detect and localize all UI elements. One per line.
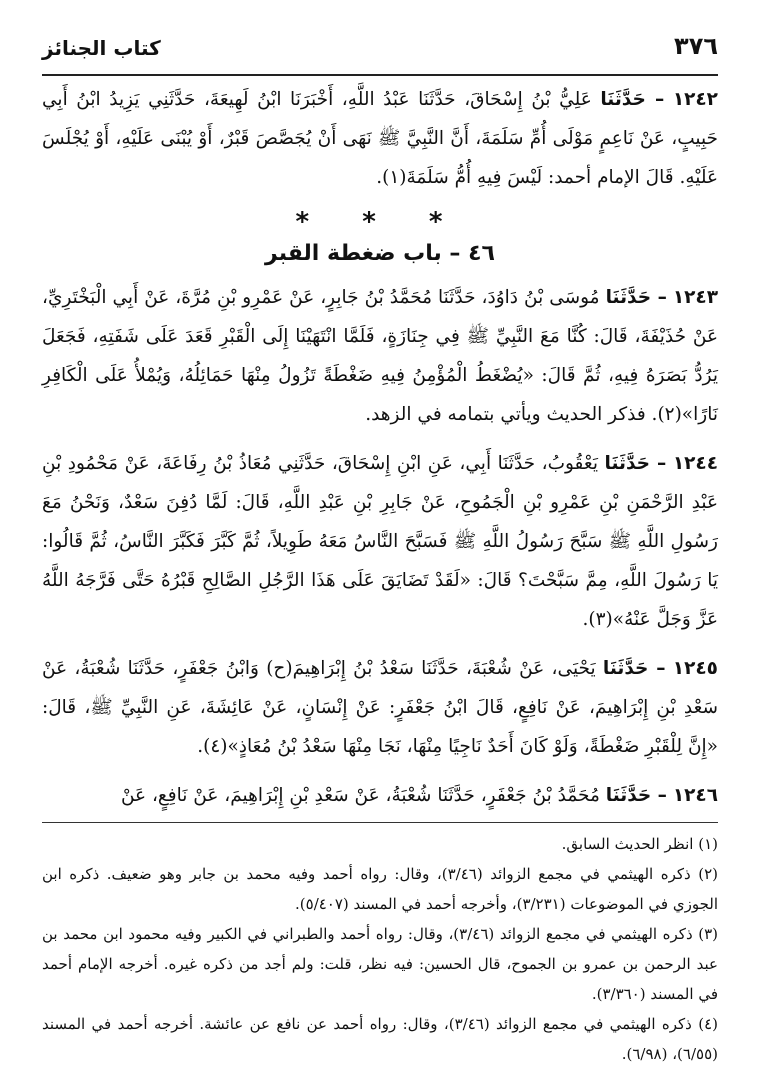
- footnote: (١) انظر الحديث السابق.: [561, 835, 718, 853]
- hadith-lead: حَدَّثَنَا: [605, 287, 652, 308]
- hadith-lead: حَدَّثَنَا: [605, 785, 652, 806]
- hadith-paragraph: ١٢٤٥ – حَدَّثَنَا يَحْيَى، عَنْ شُعْبَةَ، حَدَّثَنَا سَعْدُ بْنُ إِبْرَاهِيمَ(ح) وَابْنُ جَعْفَرٍ، حَدَّثَنَا شُعْبَةُ، عَنْ سَعْدِ بْنِ إِبْرَاهِيمَ، عَنْ نَافِعٍ، قَالَ ابْنُ جَعْفَرٍ: عَنْ إِنْسَانٍ، عَنْ عَائِشَةَ، عَنِ النَّبِيِّ ﷺ، قَالَ: «إِنَّ لِلْقَبْرِ ضَغْطَةً، وَلَوْ كَانَ أَحَدٌ نَاجِيًا مِنْهَا، نَجَا مِنْهَا سَعْدُ بْنُ مُعَاذٍ»(٤).: [42, 658, 718, 757]
- hadith-paragraph: ١٢٤٤ – حَدَّثَنَا يَعْقُوبُ، حَدَّثَنَا أَبِي، عَنِ ابْنِ إِسْحَاقَ، حَدَّثَنِي مُعَاذُ بْنُ رِفَاعَةَ، عَنْ مَحْمُودِ بْنِ عَبْدِ الرَّحْمَنِ بْنِ عَمْرِو بْنِ الْجَمُوحِ، عَنْ جَابِرِ بْنِ عَبْدِ اللَّهِ، قَالَ: لَمَّا دُفِنَ سَعْدٌ، وَنَحْنُ مَعَ رَسُولِ اللَّهِ ﷺ سَبَّحَ رَسُولُ اللَّهِ ﷺ فَسَبَّحَ النَّاسُ مَعَهُ طَوِيلاً، ثُمَّ كَبَّرَ فَكَبَّرَ النَّاسُ، ثُمَّ قَالُوا: يَا رَسُولَ اللَّهِ، مِمَّ سَبَّحْتَ؟ قَالَ: «لَقَدْ تَضَايَقَ عَلَى هَذَا الرَّجُلِ الصَّالِحِ قَبْرُهُ حَتَّى فَرَّجَهُ اللَّهُ عَزَّ وَجَلَّ عَنْهُ»(٣).: [42, 453, 718, 630]
- hadith-paragraph: ١٢٤٦ – حَدَّثَنَا مُحَمَّدُ بْنُ جَعْفَرٍ، حَدَّثَنَا شُعْبَةُ، عَنْ سَعْدِ بْنِ إِبْرَاهِيمَ، عَنْ نَافِعٍ، عَنْ: [120, 785, 718, 806]
- hadith-text: يَحْيَى، عَنْ شُعْبَةَ، حَدَّثَنَا سَعْدُ بْنُ إِبْرَاهِيمَ(ح) وَابْنُ جَعْفَرٍ، حَدَّثَنَا شُعْبَةُ، عَنْ سَعْدِ بْنِ إِبْرَاهِيمَ، عَنْ نَافِعٍ، قَالَ ابْنُ جَعْفَرٍ: عَنْ إِنْسَانٍ، عَنْ عَائِشَةَ، عَنِ النَّبِيِّ ﷺ، قَالَ: «إِنَّ لِلْقَبْرِ ضَغْطَةً، وَلَوْ كَانَ أَحَدٌ نَاجِيًا مِنْهَا، نَجَا مِنْهَا سَعْدُ بْنُ مُعَاذٍ»(٤).: [42, 658, 718, 757]
- footnote: (٤) ذكره الهيثمي في مجمع الزوائد (٣/٤٦)، وقال: رواه أحمد عن نافع عن عائشة. أخرجه أحمد في المسند (٦/٥٥)، (٦/٩٨).: [42, 1015, 718, 1063]
- hadith-lead: حَدَّثَنَا: [602, 658, 649, 679]
- hadith-paragraph: ١٢٤٢ – حَدَّثَنَا عَلِيُّ بْنُ إِسْحَاقَ، حَدَّثَنَا عَبْدُ اللَّهِ، أَخْبَرَنَا ابْنُ لَهِيعَةَ، حَدَّثَنِي يَزِيدُ ابْنُ أَبِي حَبِيبٍ، عَنْ نَاعِمٍ مَوْلَى أُمِّ سَلَمَةَ، أَنَّ النَّبِيَّ ﷺ نَهَى أَنْ يُجَصَّصَ قَبْرٌ، أَوْ يُبْنَى عَلَيْهِ، أَوْ يُجْلَسَ عَلَيْهِ. قَالَ الإمام أحمد: لَيْسَ فِيهِ أُمُّ سَلَمَةَ(١).: [42, 89, 718, 188]
- footnote: (٣) ذكره الهيثمي في مجمع الزوائد (٣/٤٦)، وقال: رواه أحمد والطبراني في الكبير وفيه محمود ابن محمد بن عبد الرحمن بن عمرو بن الجموح، قال الحسين: فيه نظر، قلت: ولم أجد من ذكره غيره. أخرجه الإمام أحمد في المسند (٣/٣٦٠).: [42, 925, 718, 1003]
- page-body: [42, 80, 718, 825]
- hadith-text: مُوسَى بْنُ دَاوُدَ، حَدَّثَنَا مُحَمَّدُ بْنُ جَابِرٍ، عَنْ عَمْرِو بْنِ مُرَّةَ، عَنْ أَبِي الْبَخْتَرِيِّ، عَنْ حُذَيْفَةَ، قَالَ: كُنَّا مَعَ النَّبِيِّ ﷺ فِي جِنَازَةٍ، فَلَمَّا انْتَهَيْنَا إِلَى الْقَبْرِ قَعَدَ عَلَى شَفَتِهِ، فَجَعَلَ يَرُدُّ بَصَرَهُ فِيهِ، ثُمَّ قَالَ: «يُضْغَطُ الْمُؤْمِنُ فِيهِ ضَغْطَةً تَزُولُ مِنْهَا حَمَائِلُهُ، وَيُمْلأُ عَلَى الْكَافِرِ نَارًا»(٢). فذكر الحديث ويأتي بتمامه في الزهد.: [42, 287, 718, 425]
- hadith-text: مُحَمَّدُ بْنُ جَعْفَرٍ، حَدَّثَنَا شُعْبَةُ، عَنْ سَعْدِ بْنِ إِبْرَاهِيمَ، عَنْ نَافِعٍ، عَنْ: [120, 785, 600, 806]
- hadith-number: ١٢٤٦: [672, 785, 718, 806]
- page-header: [42, 26, 718, 76]
- hadith-number: ١٢٤٢: [672, 89, 718, 110]
- hadith-text: عَلِيُّ بْنُ إِسْحَاقَ، حَدَّثَنَا عَبْدُ اللَّهِ، أَخْبَرَنَا ابْنُ لَهِيعَةَ، حَدَّثَنِي يَزِيدُ ابْنُ أَبِي حَبِيبٍ، عَنْ نَاعِمٍ مَوْلَى أُمِّ سَلَمَةَ، أَنَّ النَّبِيَّ ﷺ نَهَى أَنْ يُجَصَّصَ قَبْرٌ، أَوْ يُبْنَى عَلَيْهِ، أَوْ يُجْلَسَ عَلَيْهِ. قَالَ الإمام أحمد: لَيْسَ فِيهِ أُمُّ سَلَمَةَ(١).: [42, 89, 718, 188]
- page-number: ٣٧٦: [674, 32, 718, 60]
- hadith-lead: حَدَّثَنَا: [604, 453, 650, 474]
- section-separator: * * *: [295, 207, 465, 237]
- footnote: (٢) ذكره الهيثمي في مجمع الزوائد (٣/٤٦)، وقال: رواه أحمد وفيه محمد بن جابر وهو ضعيف. ذكره ابن الجوزي في الموضوعات (٣/٢٣١)، وأخرجه أحمد في المسند (٥/٤٠٧).: [42, 865, 719, 913]
- chapter-title: ٤٦ – باب ضغطة القبر: [265, 241, 495, 266]
- hadith-number: ١٢٤٣: [672, 287, 718, 308]
- hadith-lead: حَدَّثَنَا: [600, 89, 646, 110]
- hadith-paragraph: ١٢٤٣ – حَدَّثَنَا مُوسَى بْنُ دَاوُدَ، حَدَّثَنَا مُحَمَّدُ بْنُ جَابِرٍ، عَنْ عَمْرِو بْنِ مُرَّةَ، عَنْ أَبِي الْبَخْتَرِيِّ، عَنْ حُذَيْفَةَ، قَالَ: كُنَّا مَعَ النَّبِيِّ ﷺ فِي جِنَازَةٍ، فَلَمَّا انْتَهَيْنَا إِلَى الْقَبْرِ قَعَدَ عَلَى شَفَتِهِ، فَجَعَلَ يَرُدُّ بَصَرَهُ فِيهِ، ثُمَّ قَالَ: «يُضْغَطُ الْمُؤْمِنُ فِيهِ ضَغْطَةً تَزُولُ مِنْهَا حَمَائِلُهُ، وَيُمْلأُ عَلَى الْكَافِرِ نَارًا»(٢). فذكر الحديث ويأتي بتمامه في الزهد.: [42, 287, 718, 425]
- book-title: كتاب الجنائز: [42, 36, 161, 60]
- hadith-number: ١٢٤٤: [672, 453, 718, 474]
- hadith-text: يَعْقُوبُ، حَدَّثَنَا أَبِي، عَنِ ابْنِ إِسْحَاقَ، حَدَّثَنِي مُعَاذُ بْنُ رِفَاعَةَ، عَنْ مَحْمُودِ بْنِ عَبْدِ الرَّحْمَنِ بْنِ عَمْرِو بْنِ الْجَمُوحِ، عَنْ جَابِرِ بْنِ عَبْدِ اللَّهِ، قَالَ: لَمَّا دُفِنَ سَعْدٌ، وَنَحْنُ مَعَ رَسُولِ اللَّهِ ﷺ سَبَّحَ رَسُولُ اللَّهِ ﷺ فَسَبَّحَ النَّاسُ مَعَهُ طَوِيلاً، ثُمَّ كَبَّرَ فَكَبَّرَ النَّاسُ، ثُمَّ قَالُوا: يَا رَسُولَ اللَّهِ، مِمَّ سَبَّحْتَ؟ قَالَ: «لَقَدْ تَضَايَقَ عَلَى هَذَا الرَّجُلِ الصَّالِحِ قَبْرُهُ حَتَّى فَرَّجَهُ اللَّهُ عَزَّ وَجَلَّ عَنْهُ»(٣).: [42, 453, 718, 630]
- hadith-number: ١٢٤٥: [672, 658, 718, 679]
- footnotes: [42, 822, 718, 1069]
